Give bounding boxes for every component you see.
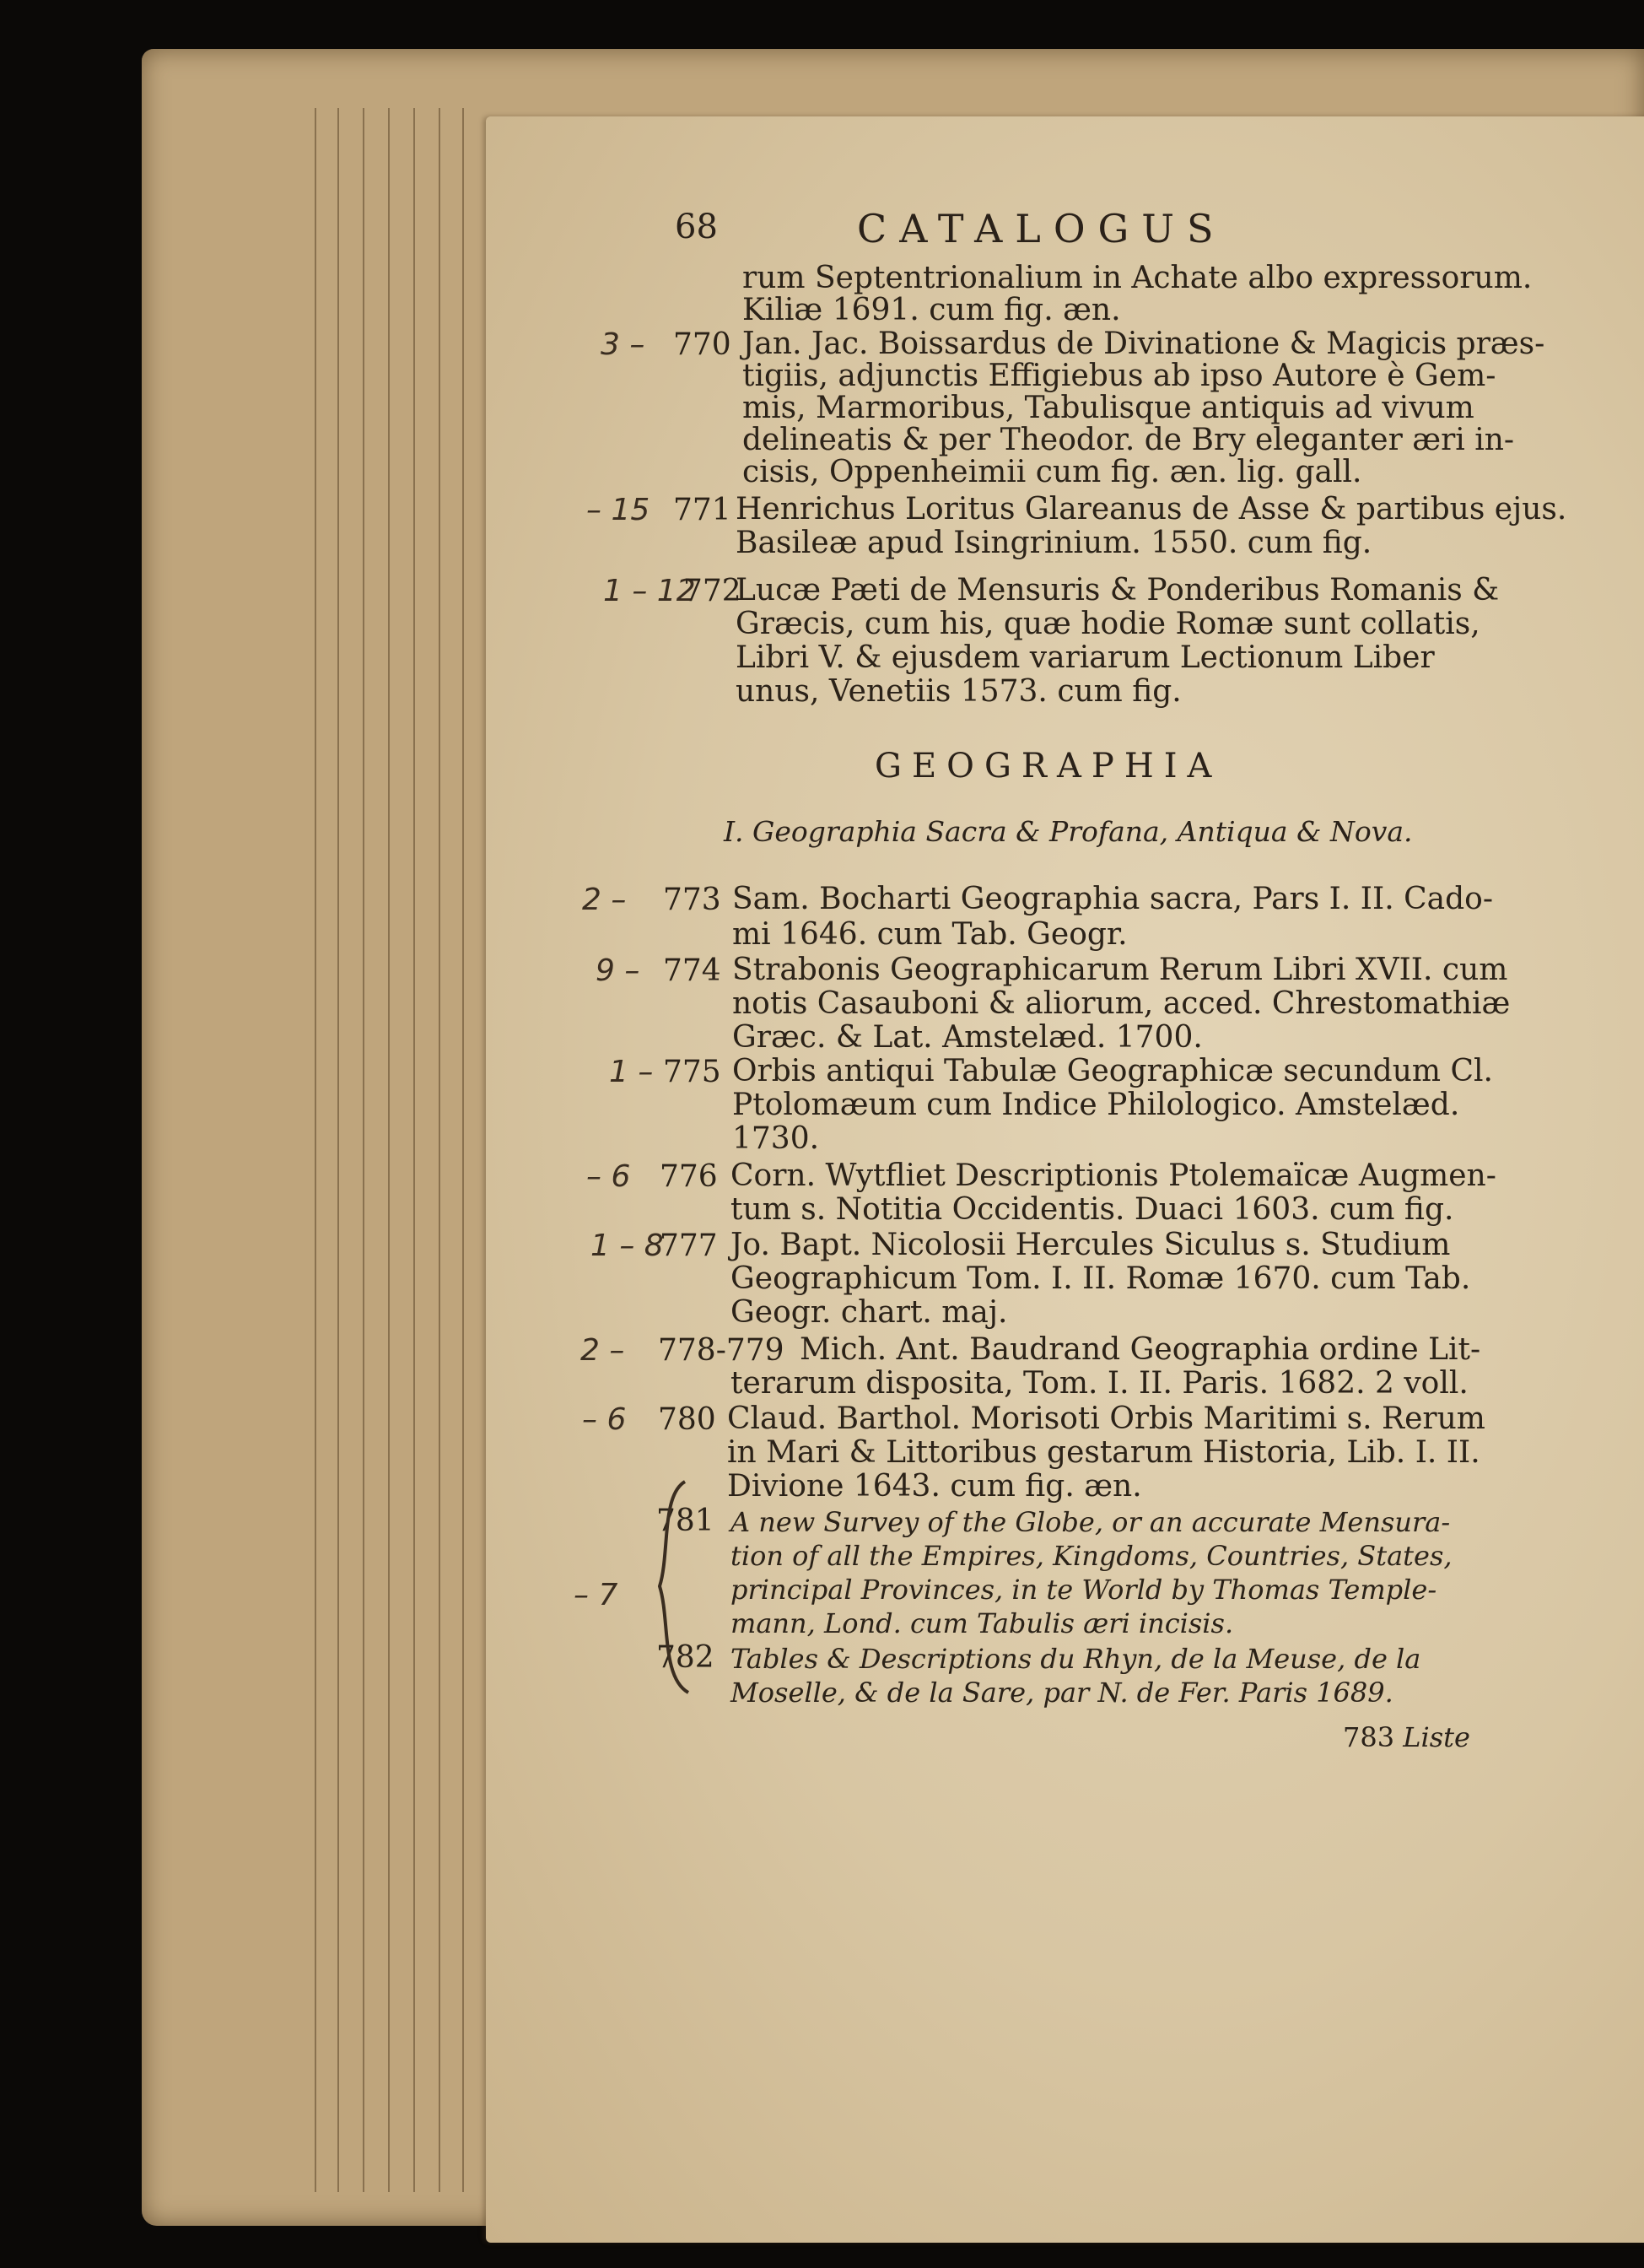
catchword-text: Liste	[1403, 1721, 1470, 1753]
entry-line: Lucæ Pæti de Mensuris & Ponderibus Romanis &	[736, 573, 1500, 608]
handwritten-price: 1 – 12	[603, 574, 696, 608]
handwritten-price: 2 –	[580, 1333, 625, 1368]
entry-number: 781	[656, 1504, 714, 1538]
entry-number: 773	[663, 883, 721, 917]
page-edge	[388, 108, 390, 2192]
handwritten-bracket-icon	[651, 1478, 702, 1698]
handwritten-price: 1 – 8	[590, 1228, 664, 1263]
entry-number: 778-779	[658, 1333, 784, 1368]
entry-number: 777	[660, 1228, 718, 1263]
entry-line: mi 1646. cum Tab. Geogr.	[732, 917, 1128, 952]
entry-number: 770	[673, 327, 731, 362]
entry-line: Græcis, cum his, quæ hodie Romæ sunt collatis,	[736, 607, 1480, 641]
entry-number: 780	[658, 1402, 716, 1437]
subsection-title: I. Geographia Sacra & Profana, Antiqua & Nova.	[724, 815, 1413, 848]
entry-line: Henrichus Loritus Glareanus de Asse & partibus ejus.	[736, 492, 1567, 526]
page-edge	[315, 108, 316, 2192]
entry-line: Moselle, & de la Sare, par N. de Fer. Paris 1689.	[730, 1677, 1393, 1709]
entry-line: Geographicum Tom. I. II. Romæ 1670. cum Tab.	[730, 1261, 1471, 1296]
entry-line: rum Septentrionalium in Achate albo expressorum.	[742, 261, 1533, 295]
entry-line: Strabonis Geographicarum Rerum Libri XVII. cum	[732, 953, 1508, 987]
entry-line: Geogr. chart. maj.	[730, 1295, 1008, 1330]
entry-line: in Mari & Littoribus gestarum Historia, Lib. I. II.	[727, 1435, 1480, 1470]
entry-line: Basileæ apud Isingrinium. 1550. cum fig.	[736, 526, 1372, 560]
running-title: CATALOGUS	[857, 206, 1226, 251]
entry-line: mis, Marmoribus, Tabulisque antiquis ad vivum	[742, 391, 1474, 425]
page-edge	[462, 108, 464, 2192]
entry-line: mann, Lond. cum Tabulis æri incisis.	[730, 1607, 1234, 1639]
catchword	[1343, 1721, 1470, 1753]
entry-number: 772	[683, 574, 741, 608]
entry-number: 771	[673, 493, 731, 527]
entry-line: Kiliæ 1691. cum fig. æn.	[742, 293, 1121, 327]
page-edge	[337, 108, 339, 2192]
entry-line: tion of all the Empires, Kingdoms, Countries, States,	[730, 1540, 1453, 1572]
entry-line: 1730.	[732, 1121, 820, 1156]
entry-line: Orbis antiqui Tabulæ Geographicæ secundum Cl.	[732, 1054, 1493, 1088]
entry-line: cisis, Oppenheimii cum fig. æn. lig. gall.	[742, 455, 1362, 489]
entry-line: Ptolomæum cum Indice Philologico. Amstelæd.	[732, 1088, 1460, 1122]
entry-line: principal Provinces, in te World by Thomas Temple-	[730, 1574, 1437, 1606]
entry-line: Mich. Ant. Baudrand Geographia ordine Lit-	[800, 1332, 1481, 1367]
entry-line: Libri V. & ejusdem variarum Lectionum Liber	[736, 640, 1435, 675]
entry-line: tum s. Notitia Occidentis. Duaci 1603. cum fig.	[730, 1192, 1454, 1227]
entry-line: notis Casauboni & aliorum, acced. Chrestomathiæ	[732, 986, 1511, 1021]
handwritten-price: – 7	[574, 1578, 618, 1612]
page-header	[675, 208, 1535, 258]
entry-line: Jo. Bapt. Nicolosii Hercules Siculus s. Studium	[730, 1228, 1451, 1262]
entry-number: 782	[656, 1640, 714, 1675]
handwritten-price: 1 –	[609, 1055, 654, 1089]
entry-line: delineatis & per Theodor. de Bry eleganter æri in-	[742, 423, 1515, 457]
entry-line: tigiis, adjunctis Effigiebus ab ipso Autore è Gem-	[742, 359, 1496, 393]
entry-line: Græc. & Lat. Amstelæd. 1700.	[732, 1020, 1203, 1055]
entry-number: 776	[660, 1159, 718, 1194]
entry-line: Sam. Bocharti Geographia sacra, Pars I. II. Cado-	[732, 882, 1494, 916]
handwritten-price: 2 –	[582, 883, 627, 917]
entry-number: 775	[663, 1055, 721, 1089]
handwritten-price: 3 –	[601, 327, 645, 362]
handwritten-price: – 6	[586, 1159, 631, 1194]
entry-line: Tables & Descriptions du Rhyn, de la Meuse, de la	[730, 1643, 1421, 1675]
handwritten-price: 9 –	[596, 953, 640, 988]
entry-line: Claud. Barthol. Morisoti Orbis Maritimi s. Rerum	[727, 1401, 1485, 1436]
page-number: 68	[675, 208, 718, 246]
page-edge	[363, 108, 364, 2192]
entry-line: Divione 1643. cum fig. æn.	[727, 1469, 1142, 1504]
handwritten-price: – 15	[586, 493, 650, 527]
entry-line: Jan. Jac. Boissardus de Divinatione & Magicis præs-	[742, 327, 1545, 361]
section-title: GEOGRAPHIA	[875, 747, 1222, 786]
entry-line: terarum disposita, Tom. I. II. Paris. 1682. 2 voll.	[730, 1366, 1469, 1401]
entry-line: Corn. Wytfliet Descriptionis Ptolemaïcæ Augmen-	[730, 1158, 1496, 1193]
handwritten-price: – 6	[582, 1402, 627, 1437]
page-edge	[439, 108, 440, 2192]
page-edge	[413, 108, 415, 2192]
entry-line: unus, Venetiis 1573. cum fig.	[736, 674, 1182, 709]
catchword-number: 783	[1343, 1721, 1395, 1753]
entry-number: 774	[663, 953, 721, 988]
entry-line: A new Survey of the Globe, or an accurate Mensura-	[730, 1506, 1451, 1538]
